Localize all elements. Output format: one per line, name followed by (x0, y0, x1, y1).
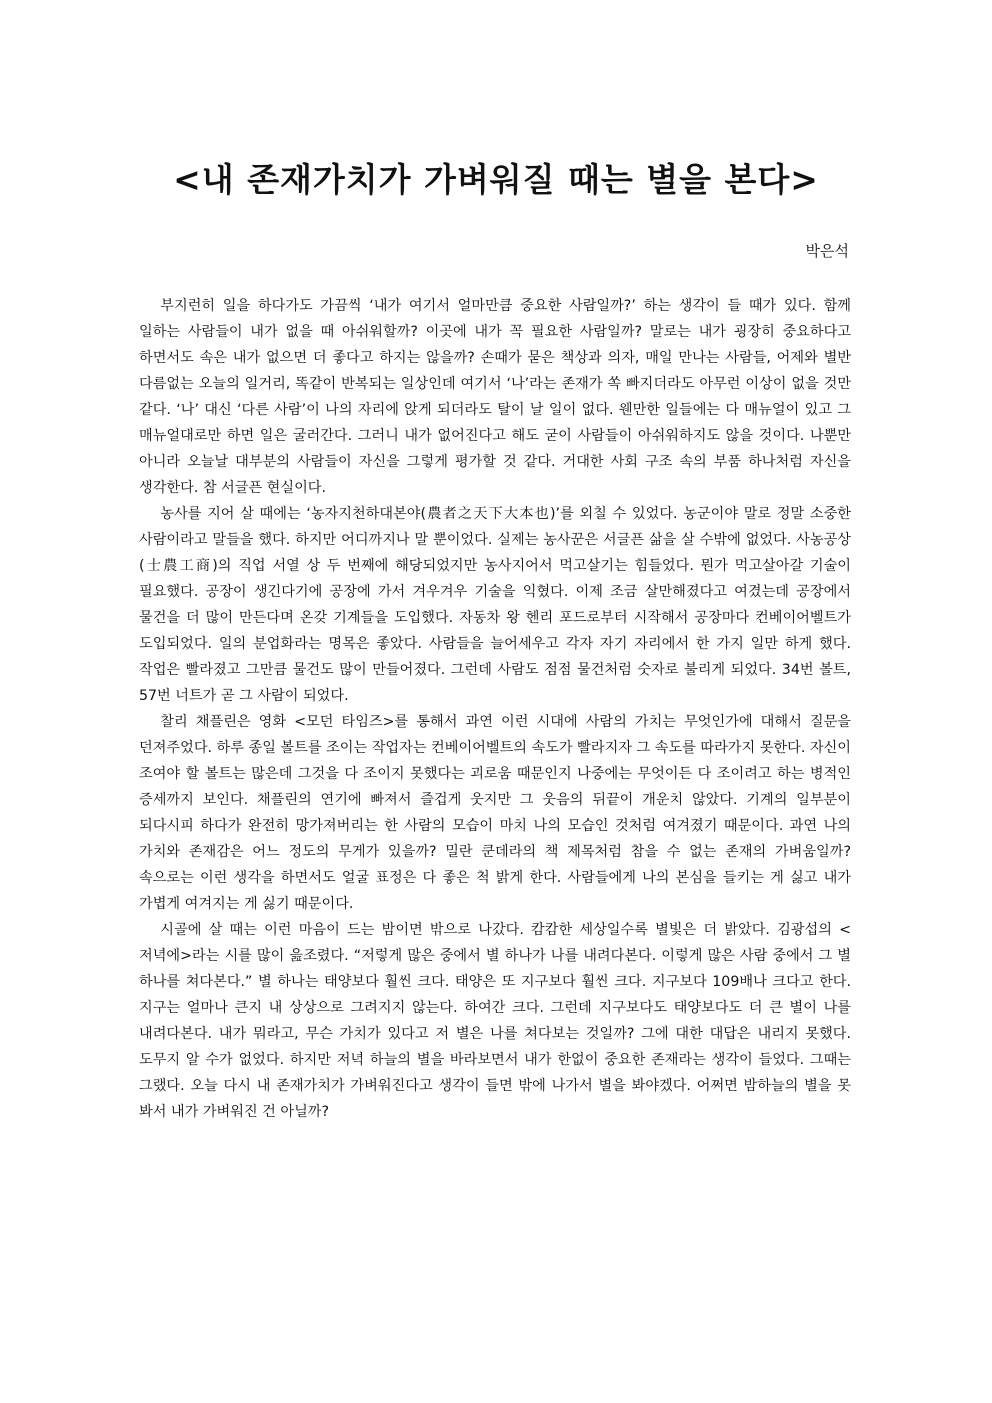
paragraph-2: 농사를 지어 살 때에는 ‘농자지천하대본야(農者之天下大本也)’를 외칠 수 있었다. 농군이야 말로 정말 소중한 사람이라고 말들을 했다. 하지만 어디까지나 말 뿐이었다. 실제는 농사꾼은 서글픈 삶을 살 수밖에 없었다. 사농공상(士農工商)의 직업 서열 상 두 번째에 해당되었지만 농사지어서 먹고살기는 힘들었다. 뭔가 먹고살아갈 기술이 필요했다. 공장이 생긴다기에 공장에 가서 겨우겨우 기술을 익혔다. 이제 조금 살만해졌다고 여겼는데 공장에서 물건을 더 많이 만든다며 온갖 기계들을 도입했다. 자동차 왕 헨리 포드로부터 시작해서 공장마다 컨베이어벨트가 도입되었다. 일의 분업화라는 명목은 좋았다. 사람들을 늘어세우고 각자 자기 자리에서 한 가지 일만 하게 했다. 작업은 빨라졌고 그만큼 물건도 많이 만들어졌다. 그런데 사람도 점점 물건처럼 숫자로 불리게 되었다. 34번 볼트, 57번 너트가 곧 그 사람이 되었다. (139, 506, 851, 704)
paragraph-1: 부지런히 일을 하다가도 가끔씩 ‘내가 여기서 얼마만큼 중요한 사람일까?’ 하는 생각이 들 때가 있다. 함께 일하는 사람들이 내가 없을 때 아쉬워할까? 이곳에 내가 꼭 필요한 사람일까? 말로는 내가 굉장히 중요하다고 하면서도 속은 내가 없으면 더 좋다고 하지는 않을까? 손때가 묻은 책상과 의자, 매일 만나는 사람들, 어제와 별반 다름없는 오늘의 일거리, 똑같이 반복되는 일상인데 여기서 ‘나’라는 존재가 쏙 빠지더라도 아무런 이상이 없을 것만 같다. ‘나’ 대신 ‘다른 사람’이 나의 자리에 앉게 되더라도 탈이 날 일이 없다. 웬만한 일들에는 다 매뉴얼이 있고 그 매뉴얼대로만 하면 일은 굴러간다. 그러니 내가 없어진다고 해도 굳이 사람들이 아쉬워하지도 않을 것이다. 나뿐만 아니라 오늘날 대부분의 사람들이 자신을 그렇게 평가할 것 같다. 거대한 사회 구조 속의 부품 하나처럼 자신을 생각한다. 참 서글픈 현실이다. (139, 298, 851, 496)
paragraph-4: 시골에 살 때는 이런 마음이 드는 밤이면 밖으로 나갔다. 캄캄한 세상일수록 별빛은 더 밝았다. 김광섭의 <저녁에>라는 시를 많이 읊조렸다. “저렇게 많은 중에서 별 하나가 나를 내려다본다. 이렇게 많은 사람 중에서 그 별 하나를 쳐다본다.” 별 하나는 태양보다 훨씬 크다. 태양은 또 지구보다 훨씬 크다. 지구보다 109배나 크다고 한다. 지구는 얼마나 큰지 내 상상으로 그려지지 않는다. 하여간 크다. 그런데 지구보다도 태양보다도 더 큰 별이 나를 내려다본다. 내가 뭐라고, 무슨 가치가 있다고 저 별은 나를 쳐다보는 것일까? 그에 대한 대답은 내리지 못했다. 도무지 알 수가 없었다. 하지만 저녁 하늘의 별을 바라보면서 내가 한없이 중요한 존재라는 생각이 들었다. 그때는 그랬다. 오늘 다시 내 존재가치가 가벼워진다고 생각이 들면 밖에 나가서 별을 봐야겠다. 어쩌면 밤하늘의 별을 못 봐서 내가 가벼워진 건 아닐까? (139, 922, 851, 1120)
author-name: 박은석 (805, 242, 849, 260)
document-title: <내 존재가치가 가벼워질 때는 별을 본다> (173, 160, 819, 199)
document-body (139, 293, 851, 1125)
paragraph-3: 찰리 채플린은 영화 <모던 타임즈>를 통해서 과연 이런 시대에 사람의 가치는 무엇인가에 대해서 질문을 던져주었다. 하루 종일 볼트를 조이는 작업자는 컨베이어벨트의 속도가 빨라지자 그 속도를 따라가지 못한다. 자신이 조여야 할 볼트는 많은데 그것을 다 조이지 못했다는 괴로움 때문인지 나중에는 무엇이든 다 조이려고 하는 병적인 증세까지 보인다. 채플린의 연기에 빠져서 즐겁게 웃지만 그 웃음의 뒤끝이 개운치 않았다. 기계의 일부분이 되다시피 하다가 완전히 망가져버리는 한 사람의 모습이 마치 나의 모습인 것처럼 여겨졌기 때문이다. 과연 나의 가치와 존재감은 어느 정도의 무게가 있을까? 밀란 쿤데라의 책 제목처럼 참을 수 없는 존재의 가벼움일까? 속으로는 이런 생각을 하면서도 얼굴 표정은 다 좋은 척 밝게 한다. 사람들에게 나의 본심을 들키는 게 싫고 내가 가볍게 여겨지는 게 싫기 때문이다. (139, 714, 851, 912)
